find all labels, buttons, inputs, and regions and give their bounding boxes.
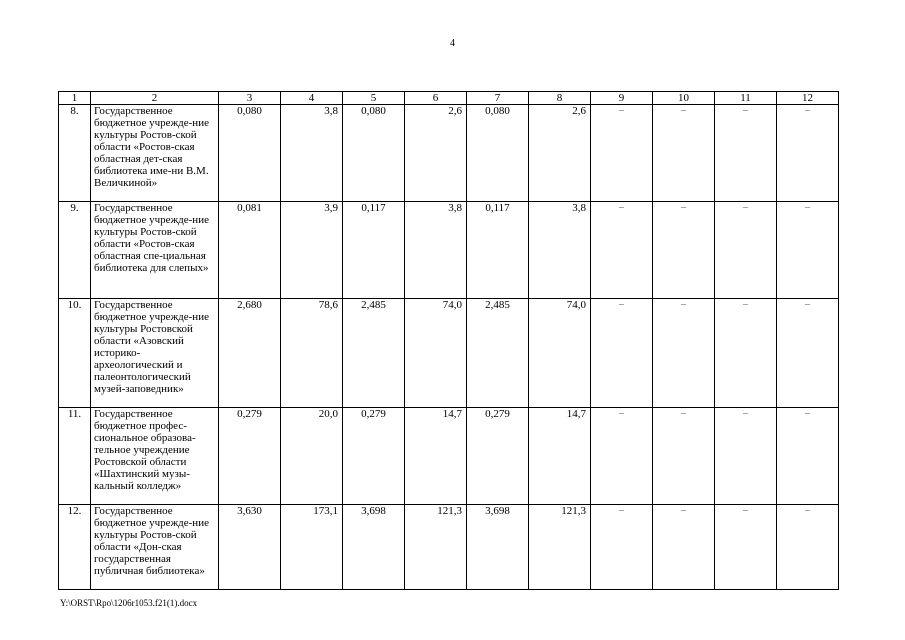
institution-name-cell: Государственное бюджетное учрежде-ние культуры Ростовской области «Азовский историко-археологический и палеонтологический музей-заповедник»	[91, 299, 219, 408]
value-cell: 0,080	[467, 105, 529, 202]
dash-cell: –	[653, 408, 715, 505]
institution-name-cell: Государственное бюджетное учрежде-ние культуры Ростов-ской области «Ростов-ская областная дет-ская библиотека име-ни В.М. Величкиной»	[91, 105, 219, 202]
dash-cell: –	[591, 505, 653, 590]
column-number: 8	[529, 92, 591, 105]
dash-cell: –	[591, 202, 653, 299]
value-cell: 0,279	[343, 408, 405, 505]
column-number: 3	[219, 92, 281, 105]
row-number-cell: 9.	[59, 202, 91, 299]
value-cell: 2,485	[343, 299, 405, 408]
dash-cell: –	[591, 408, 653, 505]
value-cell: 2,6	[405, 105, 467, 202]
value-cell: 74,0	[405, 299, 467, 408]
value-cell: 20,0	[281, 408, 343, 505]
row-number-cell: 11.	[59, 408, 91, 505]
value-cell: 0,117	[467, 202, 529, 299]
value-cell: 3,698	[343, 505, 405, 590]
column-number: 12	[777, 92, 839, 105]
row-number-cell: 8.	[59, 105, 91, 202]
column-number: 2	[91, 92, 219, 105]
value-cell: 0,080	[343, 105, 405, 202]
value-cell: 0,279	[467, 408, 529, 505]
value-cell: 14,7	[529, 408, 591, 505]
value-cell: 121,3	[529, 505, 591, 590]
value-cell: 121,3	[405, 505, 467, 590]
dash-cell: –	[777, 105, 839, 202]
dash-cell: –	[777, 408, 839, 505]
value-cell: 3,9	[281, 202, 343, 299]
institution-name-cell: Государственное бюджетное учрежде-ние культуры Ростов-ской области «Дон-ская государственная публичная библиотека»	[91, 505, 219, 590]
column-number-row	[59, 92, 839, 105]
file-path-footer: Y:\ORST\Rpo\1206r1053.f21(1).docx	[60, 598, 198, 608]
dash-cell: –	[715, 202, 777, 299]
dash-cell: –	[777, 202, 839, 299]
table-row	[59, 105, 839, 202]
dash-cell: –	[715, 408, 777, 505]
row-number-cell: 12.	[59, 505, 91, 590]
value-cell: 2,6	[529, 105, 591, 202]
table-row	[59, 505, 839, 590]
value-cell: 3,698	[467, 505, 529, 590]
value-cell: 2,680	[219, 299, 281, 408]
table-row	[59, 299, 839, 408]
column-number: 4	[281, 92, 343, 105]
value-cell: 0,080	[219, 105, 281, 202]
column-number: 1	[59, 92, 91, 105]
value-cell: 0,117	[343, 202, 405, 299]
table-row	[59, 202, 839, 299]
value-cell: 3,8	[281, 105, 343, 202]
dash-cell: –	[777, 299, 839, 408]
value-cell: 3,8	[405, 202, 467, 299]
value-cell: 0,279	[219, 408, 281, 505]
value-cell: 74,0	[529, 299, 591, 408]
dash-cell: –	[653, 202, 715, 299]
column-number: 10	[653, 92, 715, 105]
institution-name-cell: Государственное бюджетное профес-сиональное образова-тельное учреждение Ростовской области «Шахтинский музы-кальный колледж»	[91, 408, 219, 505]
data-table	[58, 91, 839, 590]
column-number: 11	[715, 92, 777, 105]
column-number: 6	[405, 92, 467, 105]
dash-cell: –	[653, 299, 715, 408]
dash-cell: –	[715, 105, 777, 202]
column-number: 9	[591, 92, 653, 105]
dash-cell: –	[715, 505, 777, 590]
dash-cell: –	[591, 105, 653, 202]
table-row	[59, 408, 839, 505]
page-number: 4	[450, 38, 455, 49]
value-cell: 3,630	[219, 505, 281, 590]
value-cell: 0,081	[219, 202, 281, 299]
institution-name-cell: Государственное бюджетное учрежде-ние культуры Ростов-ской области «Ростов-ская областная спе-циальная библиотека для слепых»	[91, 202, 219, 299]
column-number: 7	[467, 92, 529, 105]
value-cell: 3,8	[529, 202, 591, 299]
column-number: 5	[343, 92, 405, 105]
value-cell: 2,485	[467, 299, 529, 408]
dash-cell: –	[653, 505, 715, 590]
dash-cell: –	[777, 505, 839, 590]
dash-cell: –	[653, 105, 715, 202]
dash-cell: –	[591, 299, 653, 408]
value-cell: 173,1	[281, 505, 343, 590]
value-cell: 78,6	[281, 299, 343, 408]
dash-cell: –	[715, 299, 777, 408]
row-number-cell: 10.	[59, 299, 91, 408]
value-cell: 14,7	[405, 408, 467, 505]
